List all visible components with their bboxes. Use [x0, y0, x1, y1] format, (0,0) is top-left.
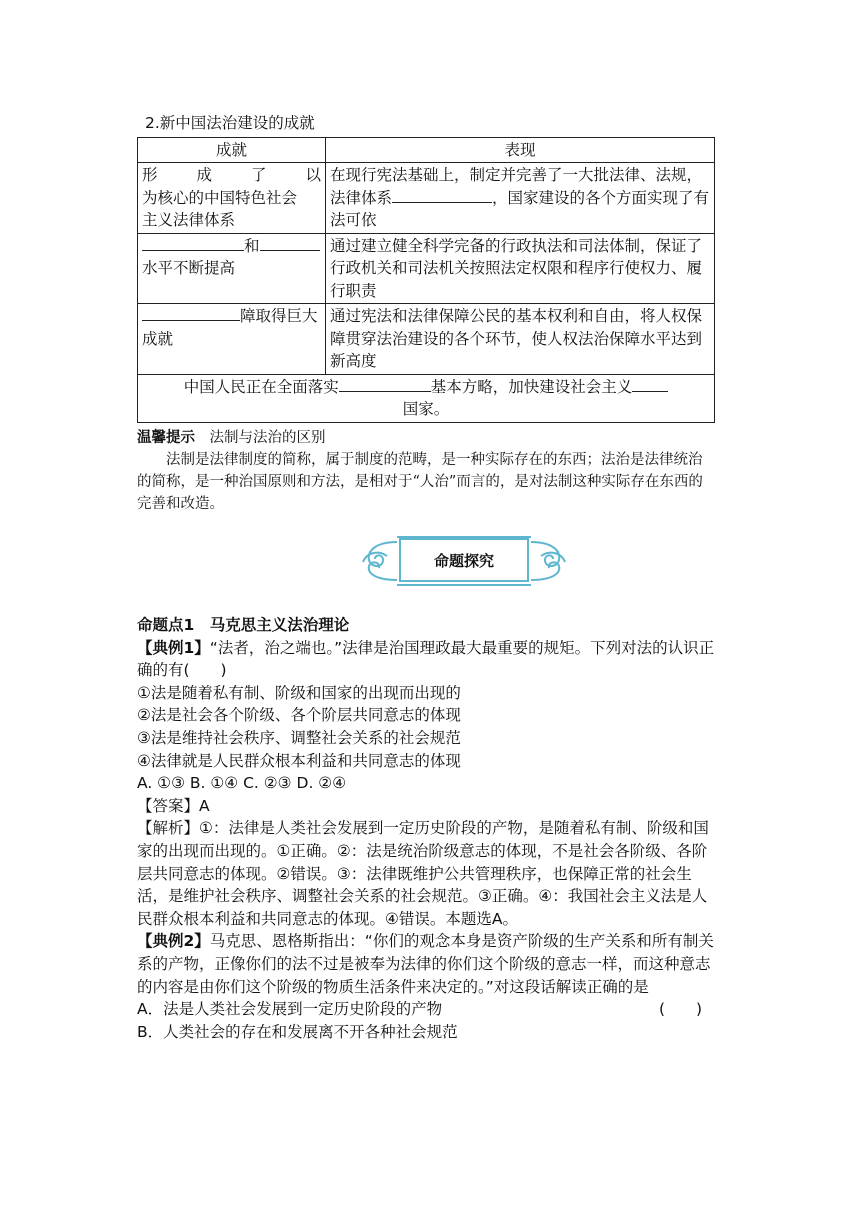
fill-blank[interactable] — [142, 306, 240, 321]
tip-box — [137, 427, 715, 515]
example-1-option: ②法是社会各个阶级、各个阶层共同意志的体现 — [137, 706, 461, 725]
section-banner — [357, 536, 571, 588]
achievement-cell: 障取得巨大成就 — [138, 304, 326, 375]
point-title: 命题点1 马克思主义法治理论 — [137, 616, 350, 634]
main-content — [137, 112, 715, 515]
example-1-choices: A. ①③ B. ①④ C. ②③ D. ②④ — [137, 774, 347, 793]
performance-cell: 在现行宪法基础上，制定并完善了一大批法律、法规，法律体系 ，国家建设的各个方面实现了有法可依 — [326, 163, 715, 234]
fill-blank[interactable] — [260, 236, 320, 251]
example-1-stem: 【典例1】“法者，治之端也。”法律是治国理政最大最重要的规矩。下列对法的认识正确的有( ) — [137, 638, 715, 680]
performance-cell: 通过宪法和法律保障公民的基本权利和自由，将人权保障贯穿法治建设的各个环节，使人权法治保障水平达到新高度 — [326, 304, 715, 375]
example-2-option-a: A．法是人类社会发展到一定历史阶段的产物 ( ) — [137, 1000, 703, 1019]
achievements-table — [137, 137, 715, 423]
example-1-analysis: 【解析】①：法律是人类社会发展到一定历史阶段的产物，是随着私有制、阶级和国家的出现而出现的。①正确。②：法是统治阶级意志的体现，不是社会各阶级、各阶层共同意志的体现。②错误。③：法律既维护公共管理秩序，也保障正常的社会生活，是维护社会秩序、调整社会关系的社会规范。③正确。④：我国社会主义法是人民群众根本利益和共同意志的体现。④错误。本题选A。 — [137, 819, 709, 928]
summary-row: 中国人民正在全面落实 基本方略，加快建设社会主义 国家。 — [138, 374, 715, 422]
performance-cell: 通过建立健全科学完备的行政执法和司法体制，保证了行政机关和司法机关按照法定权限和程序行使权力、履行职责 — [326, 233, 715, 304]
table-header-performance: 表现 — [326, 137, 715, 163]
table-row — [138, 233, 715, 304]
achievement-cell: 和 水平不断提高 — [138, 233, 326, 304]
example-1-option: ③法是维持社会秩序、调整社会关系的社会规范 — [137, 728, 461, 747]
fill-blank[interactable] — [632, 377, 668, 392]
table-row — [138, 304, 715, 375]
fill-blank[interactable] — [142, 236, 244, 251]
example-1-option: ④法律就是人民群众根本利益和共同意志的体现 — [137, 751, 461, 770]
tip-title: 法制与法治的区别 — [209, 429, 326, 446]
example-1-answer: 【答案】A — [137, 796, 210, 815]
example-2-option-b: B．人类社会的存在和发展离不开各种社会规范 — [137, 1022, 458, 1041]
questions-section — [137, 614, 715, 1043]
section-title: 2.新中国法治建设的成就 — [145, 114, 315, 132]
tip-body: 法制是法律制度的简称，属于制度的范畴，是一种实际存在的东西；法治是法律统治的简称，是一种治国原则和方法，是相对于“人治”而言的，是对法制这种实际存在东西的完善和改造。 — [137, 451, 703, 512]
fill-blank[interactable] — [339, 377, 431, 392]
example-1-option: ①法是随着私有制、阶级和国家的出现而出现的 — [137, 683, 461, 702]
achievement-cell: 形 成 了 以 为核心的中国特色社会 主义法律体系 — [138, 163, 326, 234]
banner-label: 命题探究 — [399, 538, 529, 582]
fill-blank[interactable] — [392, 188, 492, 203]
tip-label: 温馨提示 — [137, 429, 195, 446]
example-2-stem: 【典例2】马克思、恩格斯指出：“你们的观念本身是资产阶级的生产关系和所有制关系的产物，正像你们的法不过是被奉为法律的你们这个阶级的意志一样，而这种意志的内容是由你们这个阶级的物质生活条件来决定的。”对这段话解读正确的是 — [137, 932, 714, 996]
table-header-achievement: 成就 — [138, 137, 326, 163]
table-row — [138, 163, 715, 234]
